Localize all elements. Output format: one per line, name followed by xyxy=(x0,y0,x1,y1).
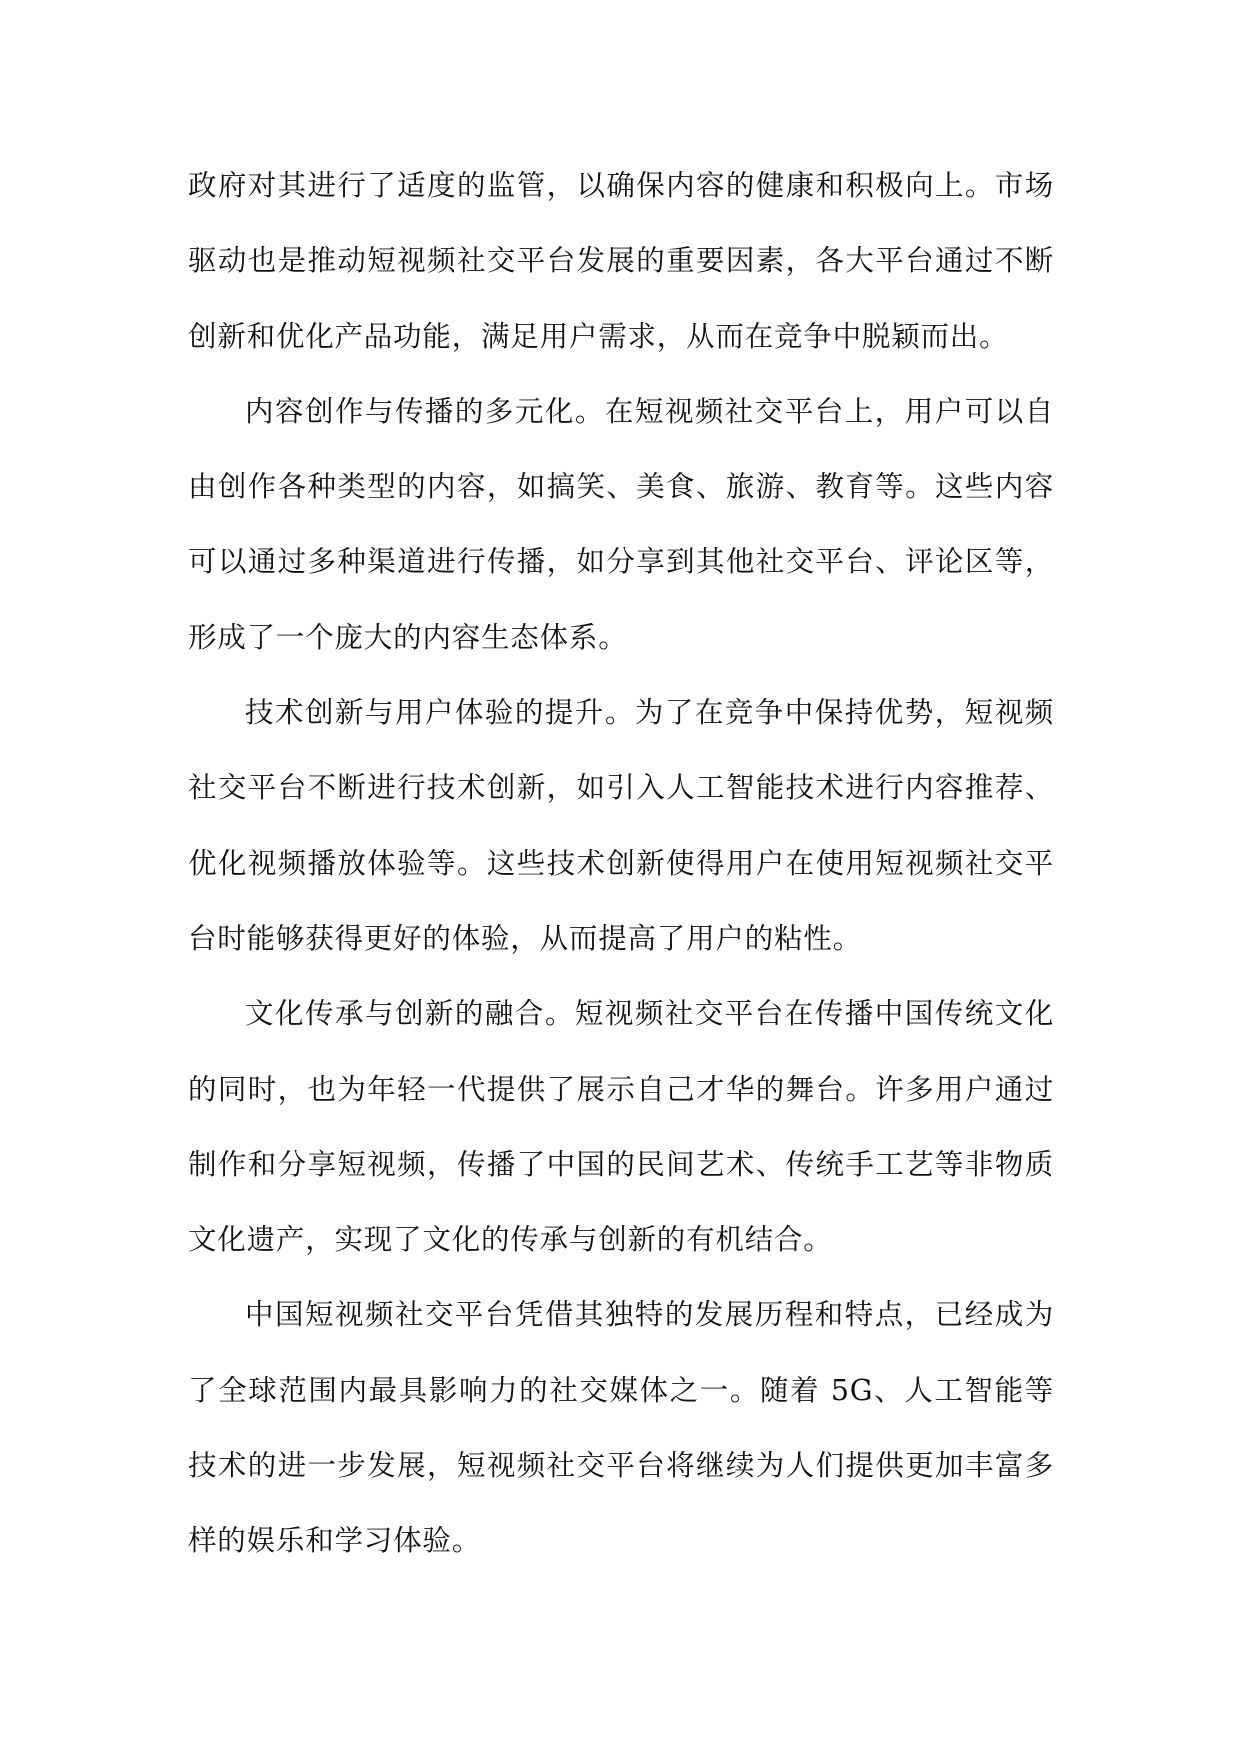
paragraph-5: 中国短视频社交平台凭借其独特的发展历程和特点，已经成为了全球范围内最具影响力的社交媒体之一。随着 5G、人工智能等技术的进一步发展，短视频社交平台将继续为人们提供更加丰富多样的娱乐和学习体验。 xyxy=(188,1298,1054,1558)
paragraph-3: 技术创新与用户体验的提升。为了在竞争中保持优势，短视频社交平台不断进行技术创新，如引入人工智能技术进行内容推荐、优化视频播放体验等。这些技术创新使得用户在使用短视频社交平台时能够获得更好的体验，从而提高了用户的粘性。 xyxy=(188,696,1054,955)
paragraph-4: 文化传承与创新的融合。短视频社交平台在传播中国传统文化的同时，也为年轻一代提供了展示自己才华的舞台。许多用户通过制作和分享短视频，传播了中国的民间艺术、传统手工艺等非物质文化遗产，实现了文化的传承与创新的有机结合。 xyxy=(188,997,1054,1257)
paragraph-2: 内容创作与传播的多元化。在短视频社交平台上，用户可以自由创作各种类型的内容，如搞笑、美食、旅游、教育等。这些内容可以通过多种渠道进行传播，如分享到其他社交平台、评论区等，形成了一个庞大的内容生态体系。 xyxy=(188,394,1054,654)
document-body xyxy=(188,148,1054,1579)
paragraph-1: 政府对其进行了适度的监管，以确保内容的健康和积极向上。市场驱动也是推动短视频社交平台发展的重要因素，各大平台通过不断创新和优化产品功能，满足用户需求，从而在竞争中脱颖而出。 xyxy=(188,169,1054,353)
